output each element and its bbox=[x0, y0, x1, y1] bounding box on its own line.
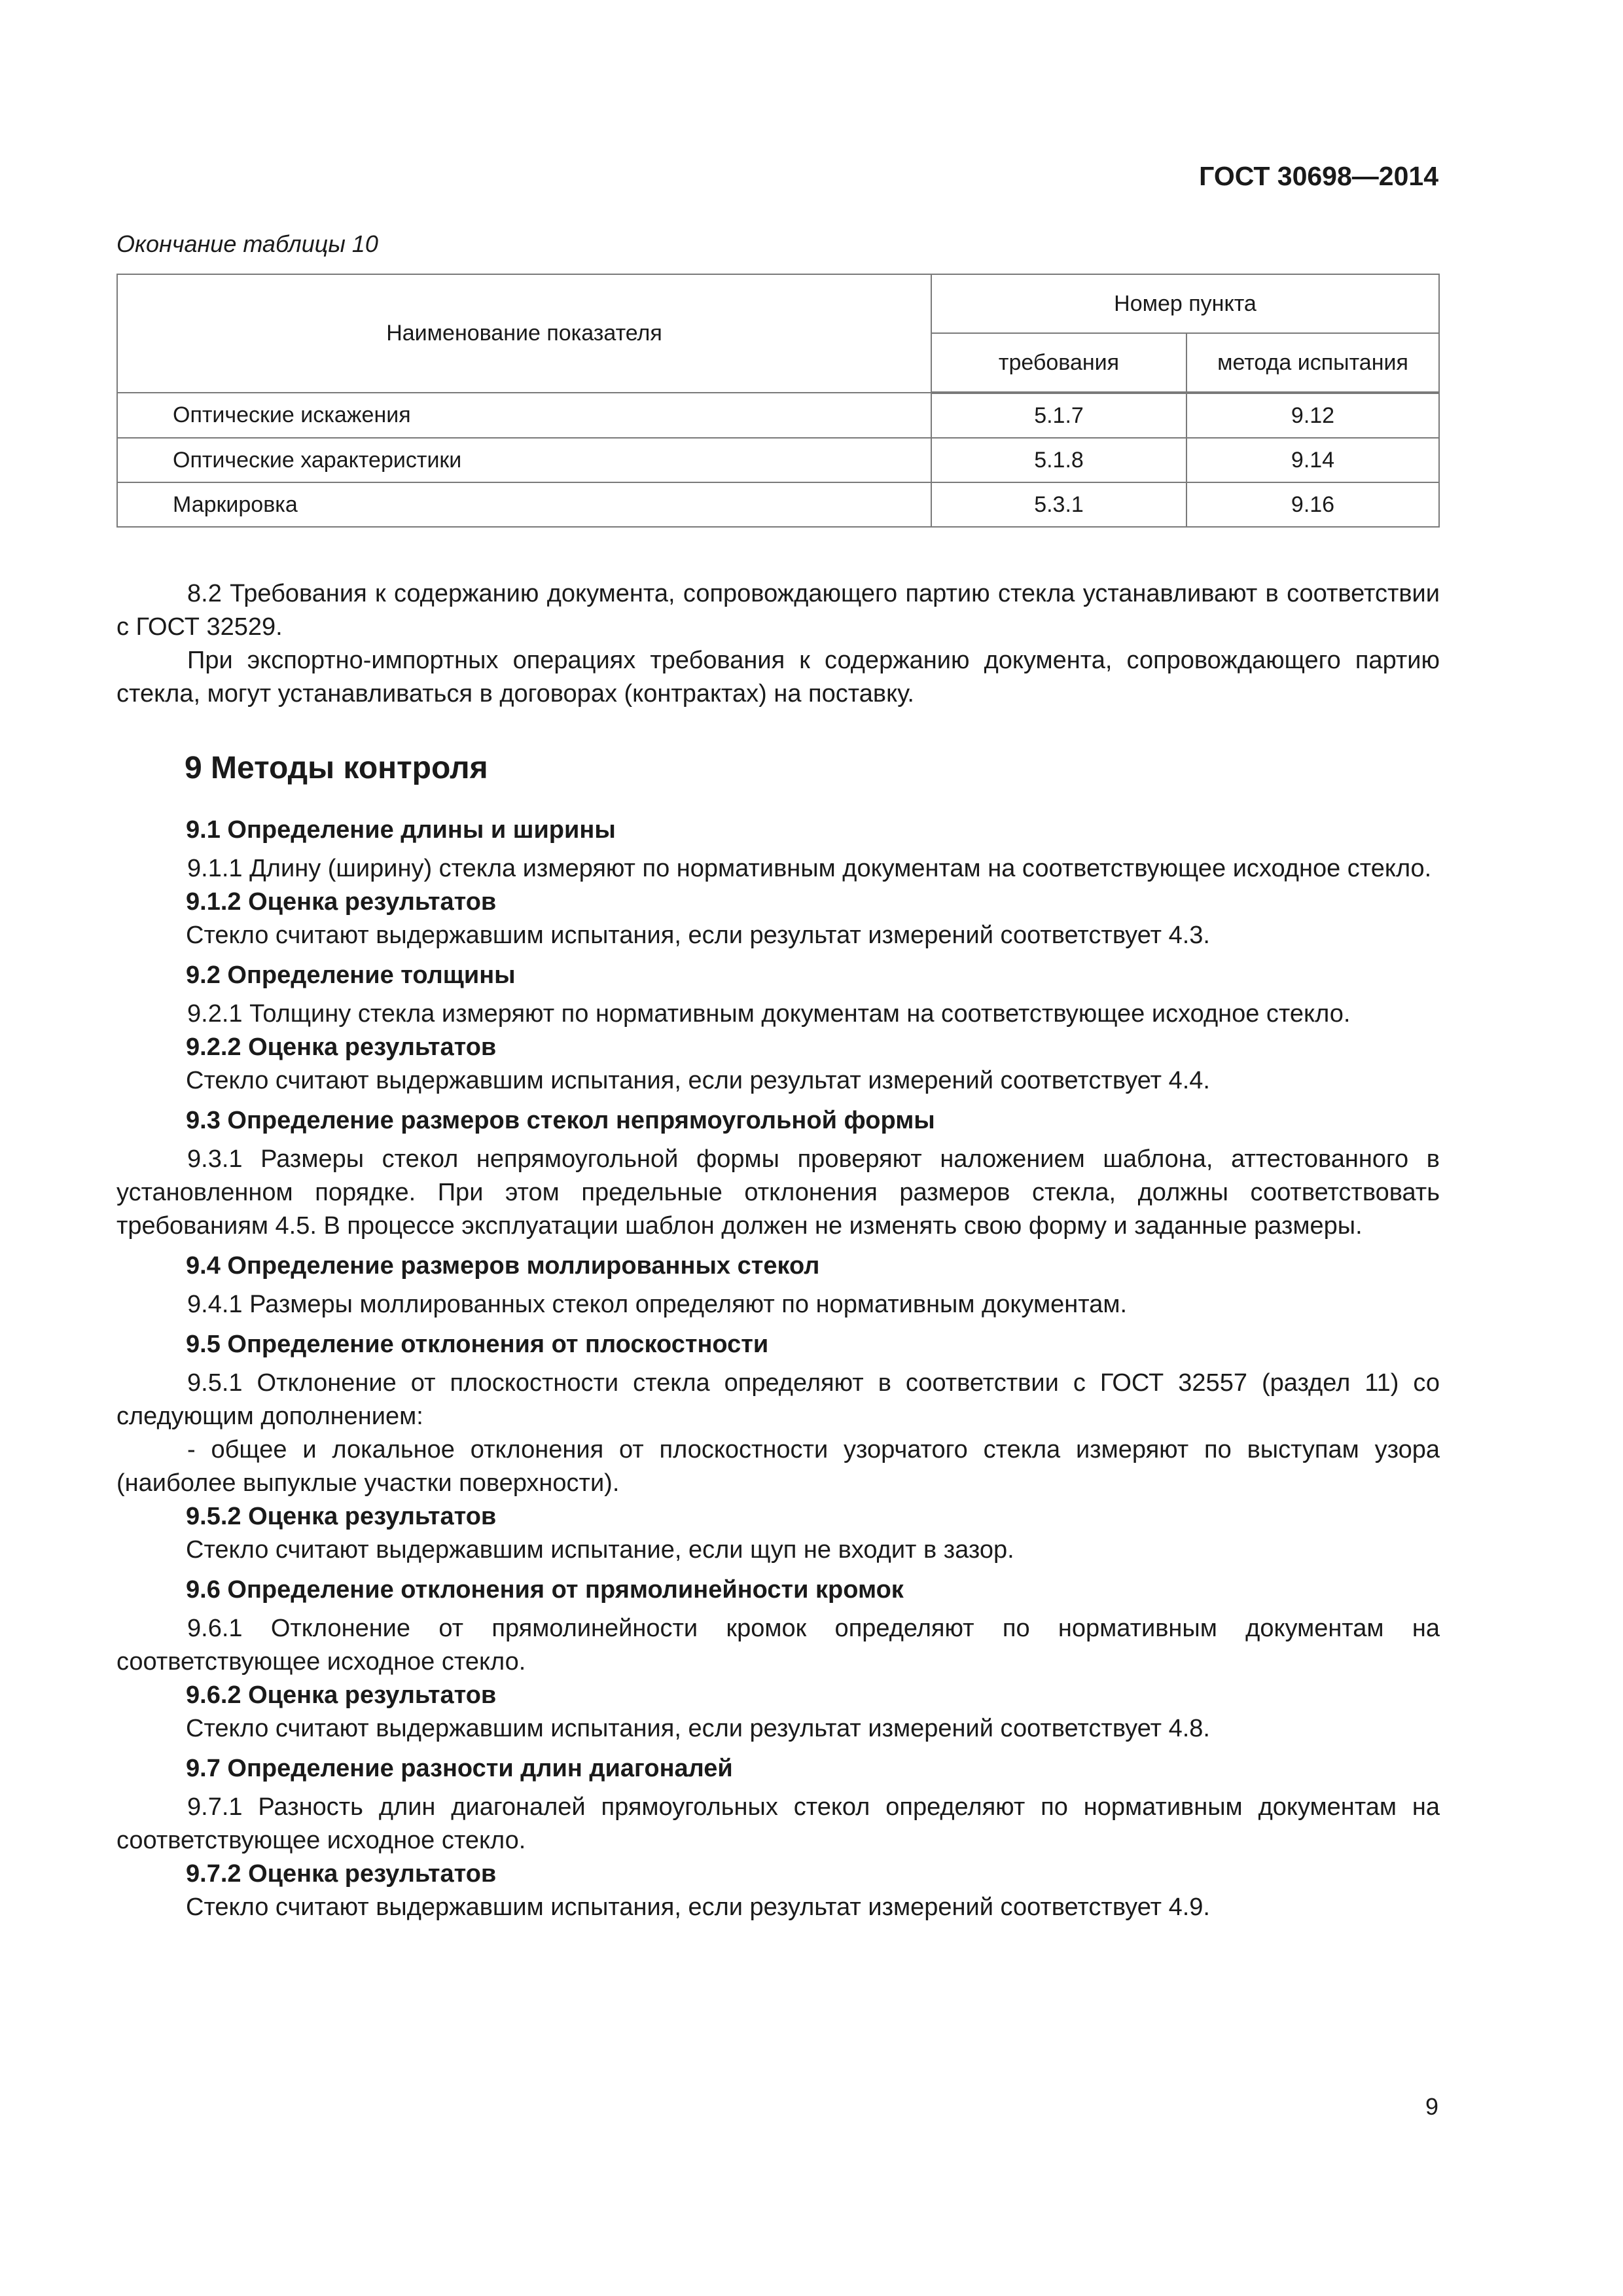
heading-9-2: 9.2 Определение толщины bbox=[186, 961, 516, 989]
paragraph-9-3-1: 9.3.1 Размеры стекол непрямоугольной формы проверяют наложением шаблона, аттестованного в установленном порядке. При этом предельные отклонения размеров стекла, должны соответствовать требованиям 4.5. В процессе эксплуатации шаблон должен не изменять свою форму и заданные размеры. bbox=[116, 1145, 1440, 1240]
heading-9-4: 9.4 Определение размеров моллированных стекол bbox=[186, 1252, 820, 1280]
header-requirement: требования bbox=[931, 333, 1186, 393]
row-name: Оптические характеристики bbox=[117, 438, 931, 482]
paragraph-9-6-1: 9.6.1 Отклонение от прямолинейности кромок определяют по нормативным документам на соответствующее исходное стекло. bbox=[116, 1615, 1440, 1676]
heading-9-2-2: 9.2.2 Оценка результатов bbox=[186, 1033, 497, 1061]
row-requirement: 5.1.7 bbox=[931, 393, 1186, 438]
document-body bbox=[116, 577, 1440, 1924]
row-name: Оптические искажения bbox=[117, 393, 931, 438]
header-test-method: метода испытания bbox=[1186, 333, 1439, 393]
row-requirement: 5.3.1 bbox=[931, 482, 1186, 527]
paragraph-9-2-1: 9.2.1 Толщину стекла измеряют по нормативным документам на соответствующее исходное стекло. bbox=[187, 1000, 1351, 1028]
indicators-table bbox=[116, 274, 1440, 528]
row-method: 9.12 bbox=[1186, 393, 1439, 438]
heading-9-1: 9.1 Определение длины и ширины bbox=[186, 816, 616, 844]
paragraph-8-2-export: При экспортно-импортных операциях требования к содержанию документа, сопровождающего партию стекла, могут устанавливаться в договорах (контрактах) на поставку. bbox=[116, 647, 1440, 708]
heading-9-7: 9.7 Определение разности длин диагоналей bbox=[186, 1755, 733, 1782]
row-method: 9.14 bbox=[1186, 438, 1439, 482]
paragraph-9-7-1: 9.7.1 Разность длин диагоналей прямоугольных стекол определяют по нормативным документам на соответствующее исходное стекло. bbox=[116, 1793, 1440, 1854]
section-heading-9: 9 Методы контроля bbox=[185, 751, 488, 785]
table-row bbox=[117, 482, 1439, 527]
paragraph-9-5-1: 9.5.1 Отклонение от плоскостности стекла определяют в соответствии с ГОСТ 32557 (раздел 11) со следующим дополнением: bbox=[116, 1369, 1440, 1430]
page-number: 9 bbox=[1425, 2093, 1438, 2120]
document-code: ГОСТ 30698—2014 bbox=[1199, 161, 1438, 191]
paragraph-9-1-2: Стекло считают выдержавшим испытания, если результат измерений соответствует 4.3. bbox=[186, 922, 1210, 949]
row-method: 9.16 bbox=[1186, 482, 1439, 527]
paragraph-9-5-1-addendum: - общее и локальное отклонения от плоскостности узорчатого стекла измеряют по выступам узора (наиболее выпуклые участки поверхности). bbox=[116, 1436, 1440, 1497]
table-row bbox=[117, 438, 1439, 482]
heading-9-6-2: 9.6.2 Оценка результатов bbox=[186, 1681, 497, 1709]
paragraph-9-2-2: Стекло считают выдержавшим испытания, если результат измерений соответствует 4.4. bbox=[186, 1067, 1210, 1094]
heading-9-3: 9.3 Определение размеров стекол непрямоугольной формы bbox=[186, 1107, 935, 1134]
row-name: Маркировка bbox=[117, 482, 931, 527]
paragraph-9-5-2: Стекло считают выдержавшим испытание, если щуп не входит в зазор. bbox=[186, 1536, 1014, 1564]
paragraph-9-6-2: Стекло считают выдержавшим испытания, если результат измерений соответствует 4.8. bbox=[186, 1715, 1210, 1742]
row-requirement: 5.1.8 bbox=[931, 438, 1186, 482]
table-caption: Окончание таблицы 10 bbox=[116, 230, 378, 257]
table-row bbox=[117, 393, 1439, 438]
heading-9-7-2: 9.7.2 Оценка результатов bbox=[186, 1860, 497, 1888]
heading-9-5: 9.5 Определение отклонения от плоскостности bbox=[186, 1331, 769, 1358]
header-clause-number: Номер пункта bbox=[931, 274, 1439, 333]
paragraph-8-2: 8.2 Требования к содержанию документа, сопровождающего партию стекла устанавливают в соответствии с ГОСТ 32529. bbox=[116, 580, 1440, 641]
paragraph-9-1-1: 9.1.1 Длину (ширину) стекла измеряют по нормативным документам на соответствующее исходное стекло. bbox=[187, 855, 1432, 882]
heading-9-1-2: 9.1.2 Оценка результатов bbox=[186, 888, 497, 916]
heading-9-5-2: 9.5.2 Оценка результатов bbox=[186, 1503, 497, 1530]
paragraph-9-4-1: 9.4.1 Размеры моллированных стекол определяют по нормативным документам. bbox=[187, 1291, 1128, 1318]
paragraph-9-7-2: Стекло считают выдержавшим испытания, если результат измерений соответствует 4.9. bbox=[186, 1893, 1210, 1921]
heading-9-6: 9.6 Определение отклонения от прямолинейности кромок bbox=[186, 1576, 904, 1604]
header-indicator-name: Наименование показателя bbox=[117, 274, 931, 393]
